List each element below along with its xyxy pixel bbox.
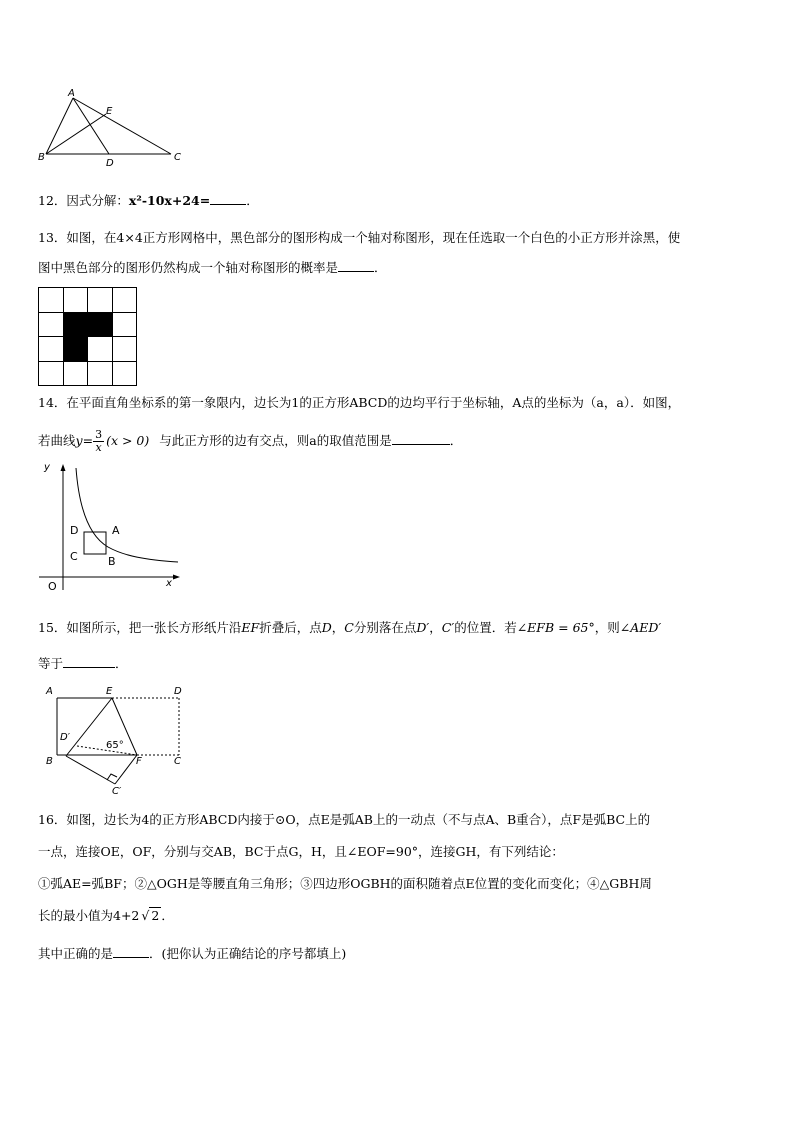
grid-cell-black: [63, 336, 89, 362]
question-end: ．: [115, 656, 128, 671]
sqrt-expression: [141, 906, 161, 926]
grid-cell-black: [63, 312, 89, 338]
grid-cell-white: [87, 361, 113, 387]
answer-blank[interactable]: [338, 259, 374, 272]
question-number: 13．: [38, 230, 67, 245]
hyperbola-curve: [76, 468, 178, 562]
grid-cell-white: [38, 336, 64, 362]
grid-cell-white: [63, 361, 89, 387]
grid-cell-black: [87, 312, 113, 338]
question-number: 16．: [38, 812, 67, 827]
question-text: 如图所示，把一张长方形纸片沿: [66, 620, 242, 635]
question-number: 14．: [38, 395, 67, 410]
question-text: 若曲线: [38, 433, 76, 448]
question-16-line5: [38, 944, 346, 964]
right-angle-mark: [107, 774, 117, 780]
angle-condition: ∠EFB = 65°: [516, 620, 595, 635]
question-16-line2: [38, 842, 564, 862]
angle-question: ∠AED′: [619, 620, 662, 635]
label-a: A: [68, 88, 75, 99]
label-a: A: [112, 524, 120, 537]
label-b: B: [46, 756, 53, 767]
question-16-line3: [38, 874, 652, 894]
point-c: C: [344, 620, 354, 635]
label-d-prime: D′: [60, 732, 70, 743]
question-16-line1: [38, 810, 650, 830]
question-end: ．: [246, 193, 259, 208]
answer-blank[interactable]: [63, 655, 115, 668]
question-end: ．: [161, 908, 174, 923]
grid-cell-white: [112, 336, 138, 362]
axis-label-x: x: [166, 578, 172, 589]
answer-blank[interactable]: [113, 945, 149, 958]
question-15-line2: [38, 654, 128, 674]
separator: ，: [429, 620, 442, 635]
question-16-line4: [38, 906, 174, 926]
segment-ef: EF: [241, 620, 260, 635]
y-axis-arrow: [61, 464, 66, 471]
grid-cell-white: [87, 287, 113, 313]
question-text: 如图，在4×4正方形网格中，黑色部分的图形构成一个轴对称图形，现在任选取一个白色的小正方形并涂黑，使: [66, 230, 681, 245]
point-d-prime: D′: [416, 620, 430, 635]
label-e: E: [106, 686, 113, 697]
question-text-2: 与此正方形的边有交点，则a的取值范围是: [159, 433, 392, 448]
segment-be: [46, 114, 106, 154]
fraction: [93, 429, 104, 454]
origin-label: O: [48, 580, 57, 593]
label-c: C: [174, 756, 181, 767]
question-text: 一点，连接OE，OF，分别与交AB，BC于点G，H，且∠EOF=90°，连接GH，有下列结论：: [38, 844, 564, 859]
question-text: ，则: [594, 620, 620, 635]
question-13-line2: [38, 258, 387, 278]
label-a: A: [46, 686, 53, 697]
question-14-line1: [38, 393, 680, 413]
question-text: 其中正确的是: [38, 946, 114, 961]
question-13-line1: [38, 228, 680, 248]
grid-cell-white: [112, 361, 138, 387]
question-text: 的位置．若: [454, 620, 517, 635]
grid-cell-white: [112, 312, 138, 338]
eq-condition: (x > 0): [106, 433, 150, 448]
grid-cell-white: [38, 361, 64, 387]
grid-cell-white: [38, 287, 64, 313]
point-d: D: [321, 620, 332, 635]
question-end: ．: [449, 433, 463, 448]
question-text-2: ．(把你认为正确结论的序号都填上): [149, 946, 347, 961]
grid-cell-white: [38, 312, 64, 338]
separator: ，: [331, 620, 345, 635]
question-text: 折叠后，点: [259, 620, 322, 635]
grid-cell-white: [87, 336, 113, 362]
label-d: D: [174, 686, 182, 697]
label-c-prime: C′: [112, 786, 122, 797]
angle-65-label: 65°: [106, 740, 124, 751]
question-text: 图中黑色部分的图形仍然构成一个轴对称图形的概率是: [38, 260, 339, 275]
hyperbola-figure: [36, 462, 186, 594]
eq-equals: =: [82, 433, 94, 448]
question-text: ①弧AE=弧BF；②△OGH是等腰直角三角形；③四边形OGBH的面积随着点E位置的变化而变化；④△GBH周: [38, 876, 652, 891]
question-12: [38, 191, 259, 211]
sqrt-sign: √: [141, 908, 150, 923]
question-text: 等于: [38, 656, 64, 671]
question-14-line2: [38, 424, 462, 458]
segment-ad: [73, 98, 109, 154]
fraction-denominator: x: [95, 441, 102, 454]
segment-cprime-f: [115, 755, 137, 784]
label-e: E: [106, 106, 113, 117]
fraction-numerator: 3: [95, 428, 103, 441]
grid-4x4-figure: [38, 287, 138, 387]
label-f: F: [136, 756, 142, 767]
label-c: C: [174, 152, 181, 163]
question-text: 长的最小值为4+2: [38, 908, 140, 923]
eq-y: y: [75, 433, 83, 448]
question-15-line1: [38, 618, 661, 638]
question-text: 分别落在点: [353, 620, 417, 635]
label-b: B: [108, 555, 116, 568]
x-axis-arrow: [173, 575, 180, 580]
grid-cell-white: [63, 287, 89, 313]
question-text: 因式分解：: [66, 193, 129, 208]
question-text: 在平面直角坐标系的第一象限内，边长为1的正方形ABCD的边均平行于坐标轴，A点的坐标为（a，a）．如图，: [66, 395, 681, 410]
answer-blank[interactable]: [210, 192, 246, 205]
sqrt-radicand: 2: [151, 908, 160, 923]
label-b: B: [38, 152, 45, 163]
grid-cell-white: [112, 287, 138, 313]
expression: x²-10x+24=: [128, 193, 211, 208]
label-d: D: [106, 158, 114, 169]
point-c-prime: C′: [441, 620, 455, 635]
question-number: 15．: [38, 620, 67, 635]
answer-blank[interactable]: [392, 432, 450, 445]
label-c: C: [70, 550, 78, 563]
question-end: ．: [374, 260, 387, 275]
question-number: 12．: [38, 193, 67, 208]
label-d: D: [70, 524, 79, 537]
question-text: 如图，边长为4的正方形ABCD内接于⊙O，点E是弧AB上的一动点（不与点A、B重合），点F是弧BC上的: [66, 812, 651, 827]
axis-label-y: y: [44, 462, 50, 473]
